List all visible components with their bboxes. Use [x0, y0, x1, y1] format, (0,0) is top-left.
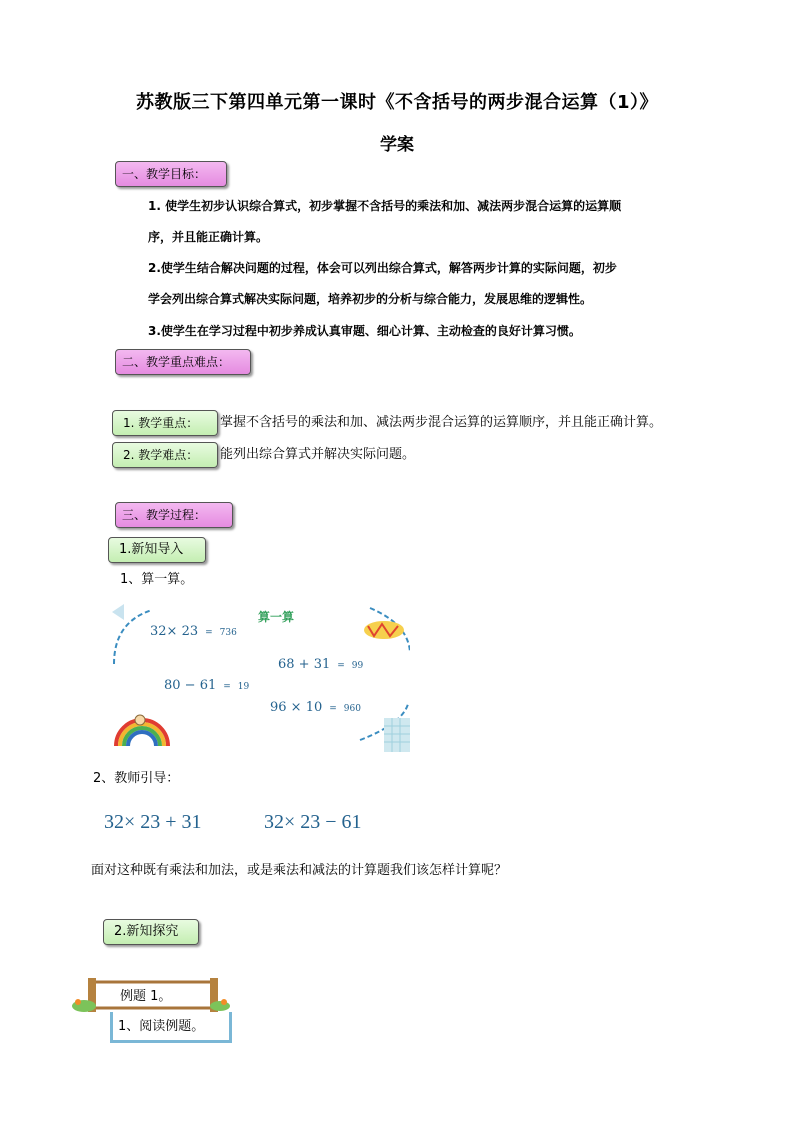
calc-answer-4: 960: [343, 704, 361, 714]
new-intro-label: 1.新知导入: [108, 537, 206, 563]
grid-pattern-bottom-right: [384, 718, 410, 752]
equals-sign-2: =: [334, 661, 348, 671]
objective-line-1: 1. 使学生初步认识综合算式，初步掌握不含括号的乘法和加、减法两步混合运算的运算顺: [148, 199, 622, 213]
item-read-example: 1、阅读例题。: [118, 1019, 205, 1034]
calc-expression-1: 32× 23: [150, 624, 199, 639]
difficulty-text: 能列出综合算式并解决实际问题。: [220, 447, 416, 462]
calc-answer-1: 736: [219, 628, 237, 638]
calc-answer-2: 99: [351, 661, 364, 671]
objective-line-5: 3.使学生在学习过程中初步养成认真审题、细心计算、主动检查的良好计算习惯。: [148, 324, 581, 338]
cartoon-sticker: [364, 621, 404, 639]
calc-row-4: [270, 700, 361, 715]
equals-sign-4: =: [326, 704, 340, 714]
panel-heading: 算一算: [258, 610, 295, 624]
calc-expression-2: 68 + 31: [278, 657, 331, 672]
expression-2: 32× 23 − 61: [264, 811, 362, 833]
difficulty-label: 2. 教学难点：: [112, 442, 218, 468]
objective-line-3: 2.使学生结合解决问题的过程，体会可以列出综合算式，解答两步计算的实际问题，初步: [148, 261, 617, 275]
document-title: 苏教版三下第四单元第一课时《不含括号的两步混合运算（1）》: [135, 92, 659, 113]
equals-sign-3: =: [220, 682, 234, 692]
calc-row-3: [164, 678, 249, 693]
dashed-arc-left: [114, 610, 152, 664]
equals-sign-1: =: [202, 628, 216, 638]
new-explore-label: 2.新知探究: [103, 919, 199, 945]
calc-row-2: [278, 657, 363, 672]
objective-line-2: 序，并且能正确计算。: [148, 230, 269, 244]
objective-line-4: 学会列出综合算式解决实际问题，培养初步的分析与综合能力，发展思维的逻辑性。: [148, 292, 593, 306]
calculation-panel: [112, 604, 410, 752]
document-subtitle: 学案: [380, 135, 414, 155]
example-label: 例题 1。: [120, 989, 172, 1004]
calc-expression-4: 96 × 10: [270, 700, 323, 715]
key-point-text: 掌握不含括号的乘法和加、减法两步混合运算的运算顺序，并且能正确计算。: [220, 415, 663, 430]
calc-answer-3: 19: [237, 682, 250, 692]
section-process-label: 三、教学过程：: [115, 502, 233, 528]
item-teacher-guide: 2、教师引导：: [93, 771, 180, 786]
key-point-label: 1. 教学重点：: [112, 410, 218, 436]
calc-expression-3: 80 − 61: [164, 678, 217, 693]
expression-1: 32× 23 + 31: [104, 811, 202, 833]
corner-pattern-top-left: [112, 604, 124, 620]
rainbow-decoration: [116, 715, 168, 746]
guiding-question: 面对这种既有乘法和加法，或是乘法和减法的计算题我们该怎样计算呢？: [91, 863, 508, 878]
section-objectives-label: 一、教学目标：: [115, 161, 227, 187]
item-calculate: 1、算一算。: [120, 572, 194, 587]
section-keypoints-label: 二、教学重点难点：: [115, 349, 251, 375]
calc-row-1: [150, 624, 237, 639]
